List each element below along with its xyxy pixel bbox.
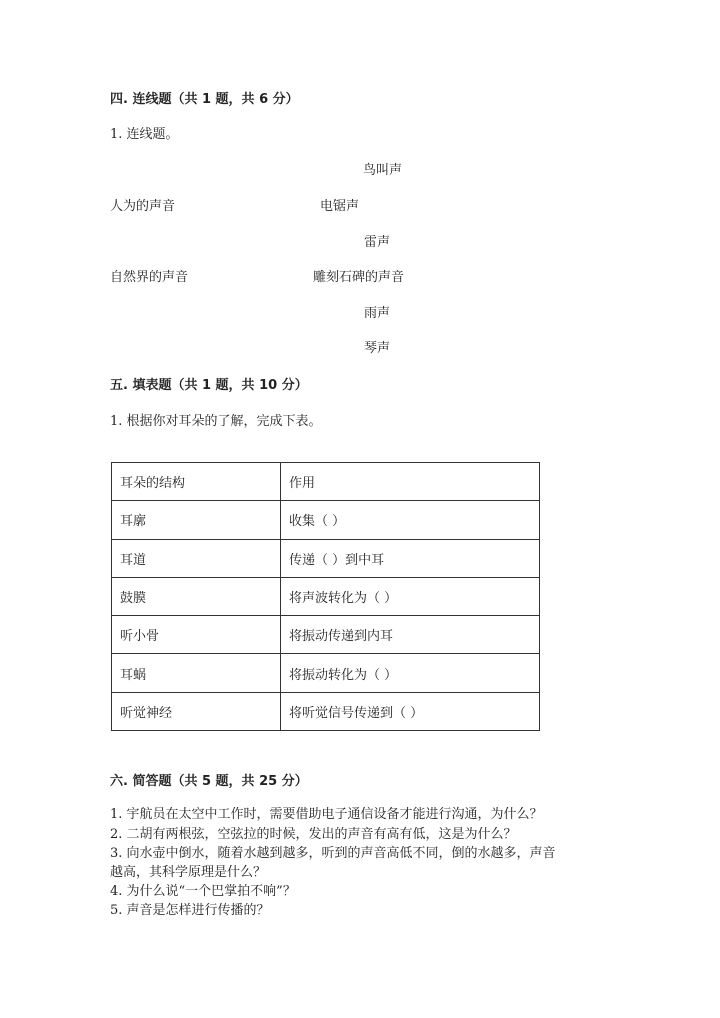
ear-structure-table — [111, 462, 540, 731]
table-cell-function: 将振动转化为（ ） — [281, 654, 540, 692]
short-answer-question-continued: 越高，其科学原理是什么？ — [110, 865, 267, 880]
section-5-question: 1. 根据你对耳朵的了解，完成下表。 — [110, 414, 322, 429]
table-cell-function: 收集（ ） — [281, 501, 540, 539]
table-row — [112, 501, 540, 539]
match-right-item: 鸟叫声 — [363, 163, 403, 178]
match-right-item: 电锯声 — [320, 199, 360, 214]
table-header-cell: 作用 — [281, 463, 540, 501]
table-cell-function: 将振动传递到内耳 — [281, 616, 540, 654]
section-4-question: 1. 连线题。 — [110, 127, 179, 142]
short-answer-question: 3. 向水壶中倒水，随着水越到越多，听到的声音高低不同，倒的水越多，声音 — [110, 846, 556, 861]
match-left-item: 人为的声音 — [110, 199, 176, 214]
match-right-item: 雨声 — [364, 306, 391, 321]
table-cell-structure: 耳蜗 — [112, 654, 281, 692]
table-row — [112, 692, 540, 730]
table-row — [112, 616, 540, 654]
short-answer-question: 1. 宇航员在太空中工作时，需要借助电子通信设备才能进行沟通，为什么？ — [110, 807, 543, 822]
section-6-heading: 六. 简答题（共 5 题，共 25 分） — [110, 774, 308, 789]
table-cell-function: 传递（ ）到中耳 — [281, 539, 540, 577]
table-cell-function: 将听觉信号传递到（ ） — [281, 692, 540, 730]
table-header-cell: 耳朵的结构 — [112, 463, 281, 501]
match-right-item: 雕刻石碑的声音 — [313, 270, 405, 285]
table-row — [112, 654, 540, 692]
table-header-row — [112, 463, 540, 501]
table-row — [112, 539, 540, 577]
table-cell-structure: 听小骨 — [112, 616, 281, 654]
short-answer-question: 2. 二胡有两根弦，空弦拉的时候，发出的声音有高有低，这是为什么？ — [110, 827, 517, 842]
match-right-item: 琴声 — [364, 341, 391, 356]
match-right-item: 雷声 — [364, 235, 391, 250]
match-left-item: 自然界的声音 — [110, 270, 189, 285]
table-cell-structure: 耳廓 — [112, 501, 281, 539]
section-4-heading: 四. 连线题（共 1 题，共 6 分） — [110, 92, 299, 107]
table-row — [112, 577, 540, 615]
section-5-heading: 五. 填表题（共 1 题，共 10 分） — [110, 378, 308, 393]
table-cell-structure: 听觉神经 — [112, 692, 281, 730]
short-answer-question: 4. 为什么说“一个巴掌拍不响”？ — [110, 884, 296, 899]
table-cell-function: 将声波转化为（ ） — [281, 577, 540, 615]
table-cell-structure: 鼓膜 — [112, 577, 281, 615]
short-answer-question: 5. 声音是怎样进行传播的？ — [110, 903, 270, 918]
table-cell-structure: 耳道 — [112, 539, 281, 577]
